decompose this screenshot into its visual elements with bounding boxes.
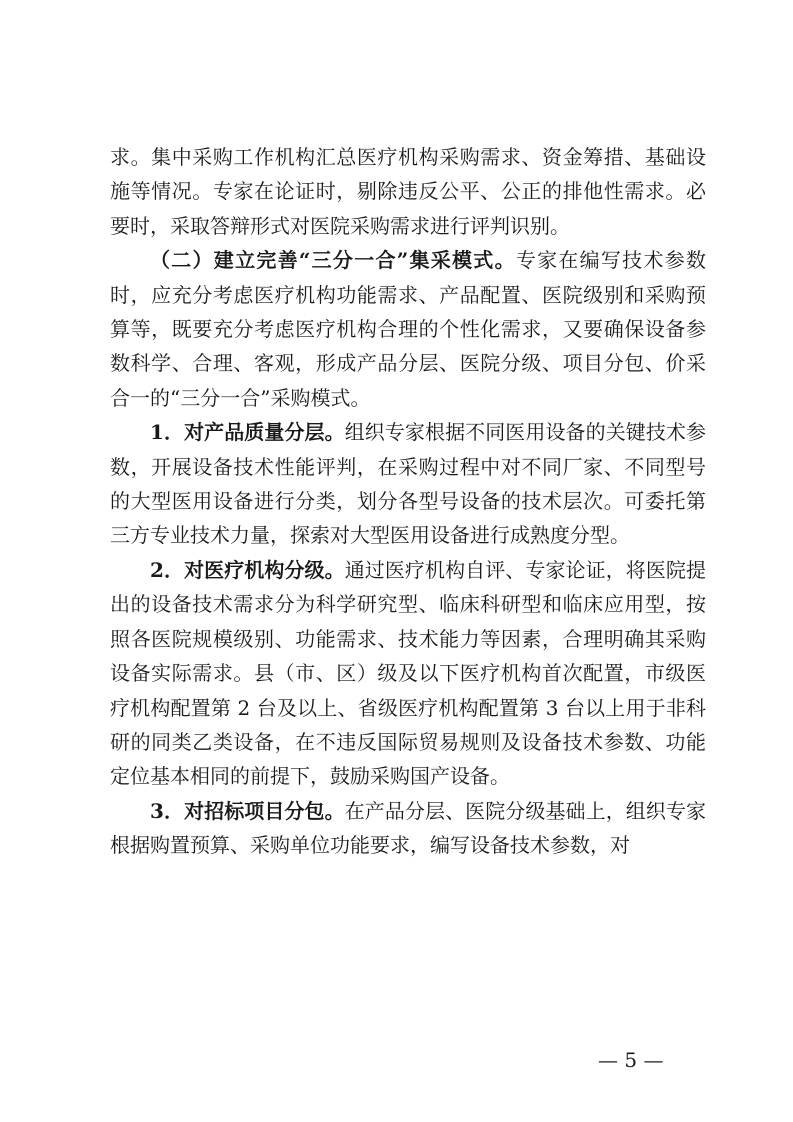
- section-heading: （二）建立完善“三分一合”集采模式。: [150, 248, 516, 273]
- item-heading: 3．对招标项目分包。: [150, 798, 345, 823]
- paragraph-text: 通过医疗机构自评、专家论证，将医院提出的设备技术需求分为科学研究型、临床科研型和临床应用型，按照各医院规模级别、功能需求、技术能力等因素，合理明确其采购设备实际需求。县（市、区）级及以下医疗机构首次配置，市级医疗机构配置第 2 台及以上、省级医疗机构配置第 3 台以上用于非科研的同类乙类设备，在不违反国际贸易规则及设备技术参数、功能定位基本相同的前提下，鼓励采购国产设备。: [110, 557, 706, 789]
- paragraph-text: 在产品分层、医院分级基础上，组织专家根据购置预算、采购单位功能要求，编写设备技术参数，对: [110, 798, 706, 858]
- document-body: [110, 140, 706, 863]
- item-heading: 2．对医疗机构分级。: [150, 557, 345, 582]
- paragraph-text: 组织专家根据不同医用设备的关键技术参数，开展设备技术性能评判，在采购过程中对不同厂家、不同型号的大型医用设备进行分类，划分各型号设备的技术层次。可委托第三方专业技术力量，探索对大型医用设备进行成熟度分型。: [110, 420, 706, 548]
- page-number: — 5 —: [598, 1048, 664, 1072]
- paragraph-continuation: [110, 140, 706, 243]
- paragraph-section-two: [110, 243, 706, 415]
- paragraph-text: 求。集中采购工作机构汇总医疗机构采购需求、资金筹措、基础设施等情况。专家在论证时，剔除违反公平、公正的排他性需求。必要时，采取答辩形式对医院采购需求进行评判识别。: [110, 145, 706, 238]
- item-heading: 1．对产品质量分层。: [150, 420, 345, 445]
- paragraph-text: 专家在编写技术参数时，应充分考虑医疗机构功能需求、产品配置、医院级别和采购预算等，既要充分考虑医疗机构合理的个性化需求，又要确保设备参数科学、合理、客观，形成产品分层、医院分级、项目分包、价采合一的“三分一合”采购模式。: [110, 248, 706, 410]
- paragraph-item-3: [110, 794, 706, 863]
- paragraph-item-2: [110, 553, 706, 794]
- paragraph-item-1: [110, 415, 706, 553]
